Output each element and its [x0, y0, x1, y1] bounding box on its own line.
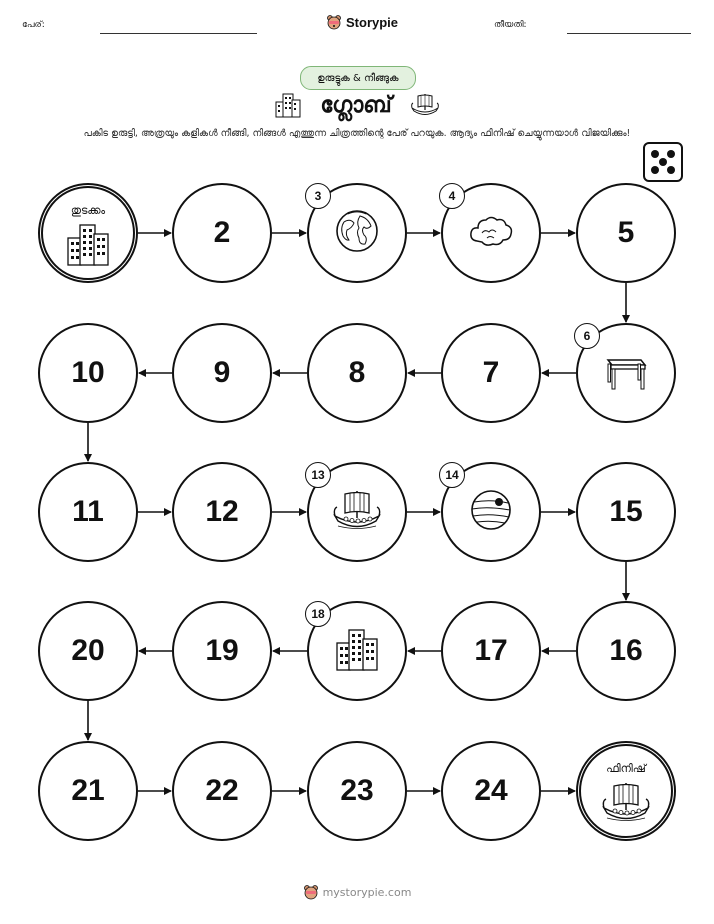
board-space-13 — [307, 462, 407, 562]
space-number: 24 — [474, 774, 508, 807]
board-space-7 — [441, 323, 541, 423]
board-space-10 — [38, 323, 138, 423]
board-space-22 — [172, 741, 272, 841]
board-space-9 — [172, 323, 272, 423]
space-number-badge: 18 — [305, 601, 331, 627]
footer-url: mystorypie.com — [322, 885, 412, 899]
space-number-badge: 4 — [439, 183, 465, 209]
space-number: 23 — [340, 774, 374, 807]
finish-label: ഫിനിഷ് — [606, 762, 646, 775]
board-space-4 — [441, 183, 541, 283]
name-label: പേര്: — [22, 20, 45, 30]
category-pill: ഉരുട്ടുക & നീങ്ങുക — [300, 66, 416, 90]
board-space-24 — [441, 741, 541, 841]
space-number: 22 — [205, 774, 239, 807]
buildings-icon — [334, 627, 380, 675]
space-number: 8 — [348, 356, 366, 389]
space-number-badge: 6 — [574, 323, 600, 349]
board-space-2 — [172, 183, 272, 283]
board-space-5 — [576, 183, 676, 283]
board-space-11 — [38, 462, 138, 562]
cloud-icon — [467, 211, 515, 255]
board-space-15 — [576, 462, 676, 562]
footer — [0, 884, 714, 900]
board-space-23 — [307, 741, 407, 841]
board-space-18 — [307, 601, 407, 701]
space-number: 11 — [72, 495, 104, 528]
board-space-19 — [172, 601, 272, 701]
space-number: 15 — [609, 495, 643, 528]
board-space-25 — [576, 741, 676, 841]
space-number: 9 — [213, 356, 231, 389]
buildings-icon — [65, 222, 111, 270]
board-space-14 — [441, 462, 541, 562]
space-number: 17 — [474, 634, 508, 667]
board-space-20 — [38, 601, 138, 701]
space-number: 21 — [71, 774, 105, 807]
page-title: ഗ്ലോബ് — [320, 92, 392, 118]
board-space-1 — [38, 183, 138, 283]
space-number: 16 — [609, 634, 643, 667]
space-number-badge: 13 — [305, 462, 331, 488]
start-label: തുടക്കം — [70, 204, 106, 217]
bear-icon — [303, 884, 319, 900]
space-number: 10 — [71, 356, 105, 389]
space-number-badge: 3 — [305, 183, 331, 209]
board-space-16 — [576, 601, 676, 701]
space-number: 19 — [205, 634, 239, 667]
board-space-8 — [307, 323, 407, 423]
space-number: 7 — [482, 356, 500, 389]
planet-icon — [468, 487, 514, 537]
board-space-3 — [307, 183, 407, 283]
space-number-badge: 14 — [439, 462, 465, 488]
viking-ship-icon — [332, 488, 382, 536]
board-space-21 — [38, 741, 138, 841]
brand-name: Storypie — [346, 14, 399, 30]
space-number: 12 — [205, 495, 239, 528]
space-number: 20 — [71, 634, 105, 667]
viking-ship-icon — [601, 780, 651, 828]
board-space-12 — [172, 462, 272, 562]
table-icon — [603, 351, 649, 395]
space-number: 2 — [213, 216, 231, 249]
globe-icon — [334, 208, 380, 258]
instructions: പകിട ഉരുട്ടി, അത്രയും കളികൾ നീങ്ങി, നിങ്ങൾ എത്തുന്ന ചിത്രത്തിന്റെ പേര് പറയുക. ആദ്യം ഫിനിഷ് ചെയ്യുന്നയാൾ വിജയിക്കും! — [83, 128, 631, 139]
date-label: തീയതി: — [494, 20, 527, 30]
board-space-17 — [441, 601, 541, 701]
board-space-6 — [576, 323, 676, 423]
space-number: 5 — [617, 216, 635, 249]
